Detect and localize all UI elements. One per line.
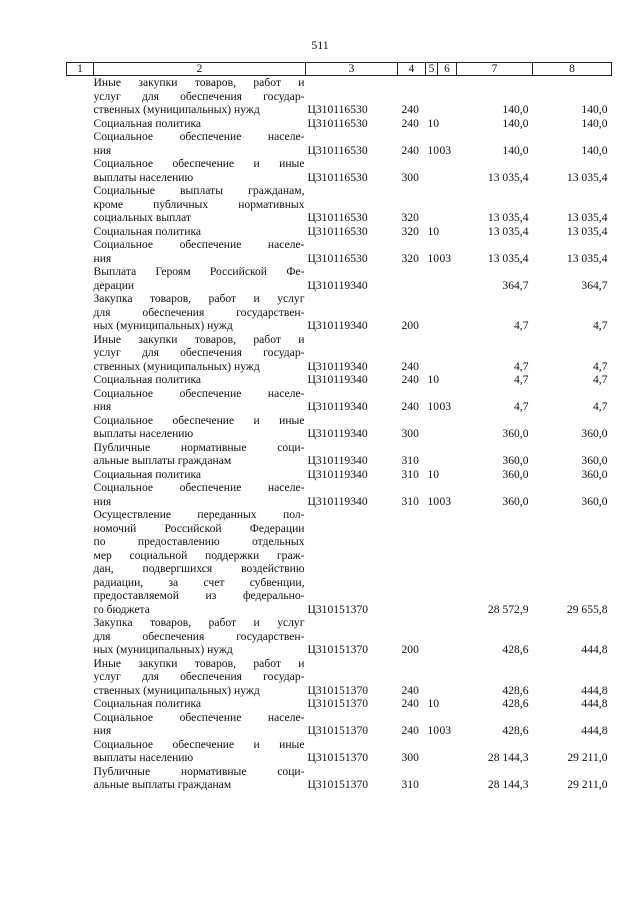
row-expense-type: 310 xyxy=(401,454,419,467)
row-code: Ц310119340 xyxy=(307,427,368,440)
description-line: ственных (муниципальных) нужд xyxy=(93,103,260,116)
row-section xyxy=(426,184,438,225)
row-subsection: 03 xyxy=(439,724,452,737)
table-row xyxy=(67,441,612,468)
row-amount-col7: 428,6 xyxy=(502,683,529,697)
table-row xyxy=(67,616,612,657)
row-subsection xyxy=(438,225,457,239)
row-expense-type: 300 xyxy=(401,427,419,440)
description-line: выплаты населению xyxy=(93,427,194,440)
row-index-cell xyxy=(67,225,94,239)
description-line: для обеспечения государствен- xyxy=(93,305,305,319)
row-description xyxy=(94,738,306,765)
description-line: Публичные нормативные соци- xyxy=(93,764,305,778)
description-line: го бюджета xyxy=(93,602,150,616)
row-expense-type: 240 xyxy=(401,103,419,116)
table-row xyxy=(67,387,612,414)
table-row xyxy=(67,697,612,711)
row-index-cell xyxy=(67,184,94,225)
row-amount-col7: 28 144,3 xyxy=(487,751,529,764)
table-row xyxy=(67,225,612,239)
description-line: ных (муниципальных) нужд xyxy=(93,643,233,656)
row-amount-col7: 360,0 xyxy=(502,467,529,481)
table-body xyxy=(67,76,612,792)
row-index-cell xyxy=(67,117,94,131)
row-index-cell xyxy=(67,765,94,792)
row-code: Ц310151370 xyxy=(307,778,369,791)
table-row xyxy=(67,265,612,292)
row-section xyxy=(426,157,438,184)
row-subsection xyxy=(438,441,457,468)
row-amount-col8: 13 035,4 xyxy=(566,211,608,224)
row-code: Ц310119340 xyxy=(307,494,368,508)
row-index-cell xyxy=(67,738,94,765)
table-row xyxy=(67,184,612,225)
row-amount-col8: 444,8 xyxy=(581,683,608,697)
table-row xyxy=(67,711,612,738)
row-amount-col7: 4,7 xyxy=(514,400,529,413)
description-line: выплаты населению xyxy=(93,751,194,764)
header-cell: 7 xyxy=(457,63,533,76)
description-line: ных (муниципальных) нужд xyxy=(93,319,233,332)
row-amount-col8: 13 035,4 xyxy=(566,224,608,238)
row-subsection xyxy=(438,292,457,333)
row-index-cell xyxy=(67,468,94,482)
row-section xyxy=(426,76,438,117)
row-section: 10 xyxy=(427,116,440,130)
row-section xyxy=(426,333,438,374)
description-line: Выплата Героям Российской Фе- xyxy=(93,265,305,278)
row-expense-type: 240 xyxy=(401,116,419,130)
row-index-cell xyxy=(67,265,94,292)
description-line: социальных выплат xyxy=(93,211,192,224)
description-line: Социальное обеспечение и иные xyxy=(93,157,305,170)
row-amount-col7: 360,0 xyxy=(502,494,529,508)
row-subsection xyxy=(438,468,457,482)
row-index-cell xyxy=(67,657,94,698)
row-section xyxy=(426,414,438,441)
row-expense-type xyxy=(398,508,426,616)
description-line: Социальная политика xyxy=(93,373,202,386)
description-line: услуг для обеспечения государ- xyxy=(93,670,305,683)
row-code: Ц310116530 xyxy=(307,224,368,238)
row-subsection: 03 xyxy=(439,143,452,157)
row-amount-col8: 140,0 xyxy=(581,103,608,116)
row-code: Ц310151370 xyxy=(307,751,369,764)
row-amount-col8: 140,0 xyxy=(581,116,608,130)
description-line: дерации xyxy=(93,278,135,292)
row-expense-type: 240 xyxy=(401,373,419,386)
row-section xyxy=(426,441,438,468)
row-section xyxy=(426,616,438,657)
description-line: альные выплаты гражданам xyxy=(93,778,232,791)
row-code: Ц310116530 xyxy=(307,251,368,265)
description-line: ния xyxy=(93,143,112,157)
row-amount-col7: 140,0 xyxy=(502,103,529,116)
row-amount-col8: 4,7 xyxy=(593,319,608,332)
description-line: Закупка товаров, работ и услуг xyxy=(93,292,305,305)
row-expense-type xyxy=(398,265,426,292)
row-code: Ц310116530 xyxy=(307,170,368,184)
row-subsection xyxy=(438,184,457,225)
row-description xyxy=(94,657,306,698)
row-amount-col7: 4,7 xyxy=(514,373,529,386)
row-amount-col8: 444,8 xyxy=(581,643,608,656)
row-amount-col7: 28 144,3 xyxy=(487,778,529,791)
description-line: ния xyxy=(93,724,112,737)
row-amount-col7: 13 035,4 xyxy=(487,170,529,184)
row-code: Ц310116530 xyxy=(307,143,368,157)
row-section: 10 xyxy=(427,697,440,710)
row-description xyxy=(94,292,306,333)
row-index-cell xyxy=(67,481,94,508)
row-section: 10 xyxy=(427,467,440,481)
description-line: Социальная политика xyxy=(93,697,202,710)
row-expense-type: 310 xyxy=(401,778,419,791)
row-subsection: 03 xyxy=(439,251,452,265)
row-expense-type: 240 xyxy=(401,724,419,737)
table-row xyxy=(67,657,612,698)
description-line: Социальные выплаты гражданам, xyxy=(93,184,305,197)
row-description xyxy=(94,76,306,117)
header-cell: 6 xyxy=(438,63,457,76)
description-line: Иные закупки товаров, работ и xyxy=(93,76,305,89)
table-row xyxy=(67,238,612,265)
row-subsection: 03 xyxy=(439,494,452,508)
row-expense-type: 310 xyxy=(401,467,419,481)
row-expense-type: 200 xyxy=(401,319,419,332)
row-amount-col7: 428,6 xyxy=(502,724,529,737)
row-index-cell xyxy=(67,292,94,333)
row-code: Ц310151370 xyxy=(307,697,369,710)
row-amount-col8: 29 211,0 xyxy=(567,778,608,791)
row-amount-col8: 364,7 xyxy=(581,278,608,292)
row-description xyxy=(94,130,306,157)
row-index-cell xyxy=(67,76,94,117)
row-expense-type: 200 xyxy=(401,643,419,656)
row-section: 10 xyxy=(427,724,440,737)
row-description xyxy=(94,697,306,711)
row-amount-col8: 444,8 xyxy=(581,697,608,710)
row-code: Ц310119340 xyxy=(307,400,368,413)
description-line: Социальное обеспечение и иные xyxy=(93,413,305,427)
row-index-cell xyxy=(67,616,94,657)
row-amount-col7: 428,6 xyxy=(502,697,529,710)
row-section: 10 xyxy=(427,373,440,386)
row-subsection xyxy=(438,738,457,765)
row-expense-type: 240 xyxy=(401,683,419,697)
row-description xyxy=(94,373,306,387)
budget-table xyxy=(66,62,612,792)
row-description xyxy=(94,225,306,239)
row-amount-col7: 360,0 xyxy=(502,454,529,467)
row-amount-col7: 4,7 xyxy=(514,359,529,373)
row-amount-col7: 13 035,4 xyxy=(487,251,529,265)
row-code: Ц310119340 xyxy=(307,278,368,292)
row-index-cell xyxy=(67,333,94,374)
row-expense-type: 240 xyxy=(401,359,419,373)
table-row xyxy=(67,157,612,184)
row-section: 10 xyxy=(427,494,440,508)
row-amount-col7: 140,0 xyxy=(502,143,529,157)
row-amount-col7: 13 035,4 xyxy=(487,224,529,238)
row-section xyxy=(426,765,438,792)
row-amount-col7: 428,6 xyxy=(502,643,529,656)
row-section xyxy=(426,738,438,765)
row-expense-type: 320 xyxy=(401,211,419,224)
description-line: Социальное обеспечение населе- xyxy=(93,386,305,400)
header-cell: 3 xyxy=(306,63,398,76)
table-row xyxy=(67,76,612,117)
row-section xyxy=(426,292,438,333)
row-amount-col7: 4,7 xyxy=(514,319,529,332)
row-description xyxy=(94,265,306,292)
row-expense-type: 300 xyxy=(401,170,419,184)
description-line: мер социальной поддержки граж- xyxy=(93,548,305,562)
row-subsection xyxy=(438,508,457,616)
header-cell: 4 xyxy=(398,63,426,76)
table-row xyxy=(67,130,612,157)
row-amount-col8: 360,0 xyxy=(581,427,608,440)
row-description xyxy=(94,481,306,508)
row-subsection xyxy=(438,697,457,711)
row-expense-type: 240 xyxy=(401,697,419,710)
table-row xyxy=(67,481,612,508)
row-index-cell xyxy=(67,373,94,387)
row-subsection xyxy=(438,414,457,441)
row-description xyxy=(94,238,306,265)
row-index-cell xyxy=(67,711,94,738)
table-row xyxy=(67,738,612,765)
row-code: Ц310119340 xyxy=(307,319,368,332)
row-code: Ц310151370 xyxy=(307,683,369,697)
description-line: ственных (муниципальных) нужд xyxy=(93,683,260,697)
row-subsection xyxy=(438,616,457,657)
row-subsection xyxy=(438,117,457,131)
row-code: Ц310119340 xyxy=(307,467,368,481)
row-section xyxy=(426,265,438,292)
row-code: Ц310119340 xyxy=(307,454,368,467)
row-amount-col7: 364,7 xyxy=(502,278,529,292)
table-row xyxy=(67,373,612,387)
row-amount-col7: 360,0 xyxy=(502,427,529,440)
description-line: Социальное обеспечение населе- xyxy=(93,130,305,143)
description-line: для обеспечения государствен- xyxy=(93,629,305,643)
page-number: 511 xyxy=(311,38,329,52)
description-line: Социальное обеспечение населе- xyxy=(93,710,305,724)
table-row xyxy=(67,468,612,482)
table-row xyxy=(67,333,612,374)
row-code: Ц310116530 xyxy=(307,211,368,224)
row-expense-type: 240 xyxy=(401,400,419,413)
table-row xyxy=(67,292,612,333)
row-expense-type: 320 xyxy=(401,224,419,238)
row-amount-col8: 360,0 xyxy=(581,494,608,508)
description-line: по предоставлению отдельных xyxy=(93,535,305,548)
row-expense-type: 300 xyxy=(401,751,419,764)
row-code: Ц310151370 xyxy=(307,724,369,737)
row-subsection xyxy=(438,333,457,374)
row-index-cell xyxy=(67,508,94,616)
description-line: предоставляемой из федерально- xyxy=(93,589,305,602)
row-section: 10 xyxy=(427,251,440,265)
row-index-cell xyxy=(67,238,94,265)
row-expense-type: 320 xyxy=(401,251,419,265)
table-row xyxy=(67,117,612,131)
description-line: Социальная политика xyxy=(93,116,202,130)
row-description xyxy=(94,157,306,184)
description-line: альные выплаты гражданам xyxy=(93,454,232,467)
description-line: радиации, за счет субвенции, xyxy=(93,575,305,589)
row-description xyxy=(94,468,306,482)
row-description xyxy=(94,333,306,374)
row-code: Ц310119340 xyxy=(307,373,368,386)
row-amount-col8: 4,7 xyxy=(593,373,608,386)
row-description xyxy=(94,387,306,414)
row-section: 10 xyxy=(427,224,440,238)
row-amount-col7: 28 572,9 xyxy=(487,602,529,616)
description-line: Социальное обеспечение и иные xyxy=(93,737,305,751)
row-description xyxy=(94,765,306,792)
row-amount-col7: 13 035,4 xyxy=(487,211,529,224)
row-expense-type: 240 xyxy=(401,143,419,157)
table-row xyxy=(67,765,612,792)
row-section: 10 xyxy=(427,143,440,157)
row-subsection xyxy=(438,765,457,792)
description-line: Осуществление переданных пол- xyxy=(93,508,305,521)
row-amount-col8: 360,0 xyxy=(581,467,608,481)
row-subsection xyxy=(438,657,457,698)
header-row xyxy=(67,63,612,76)
row-amount-col8: 140,0 xyxy=(581,143,608,157)
description-line: Социальная политика xyxy=(93,224,202,238)
row-description xyxy=(94,414,306,441)
description-line: ния xyxy=(93,400,112,413)
row-amount-col8: 4,7 xyxy=(593,400,608,413)
row-code: Ц310116530 xyxy=(307,103,368,116)
description-line: Социальное обеспечение населе- xyxy=(93,238,305,251)
row-expense-type: 310 xyxy=(401,494,419,508)
row-index-cell xyxy=(67,414,94,441)
row-amount-col8: 29 655,8 xyxy=(566,602,608,616)
row-subsection xyxy=(438,76,457,117)
row-description xyxy=(94,711,306,738)
row-amount-col8: 444,8 xyxy=(581,724,608,737)
table-row xyxy=(67,414,612,441)
row-amount-col8: 29 211,0 xyxy=(567,751,608,764)
row-description xyxy=(94,441,306,468)
description-line: Иные закупки товаров, работ и xyxy=(93,332,305,346)
description-line: услуг для обеспечения государ- xyxy=(93,89,305,103)
row-amount-col8: 4,7 xyxy=(593,359,608,373)
description-line: дан, подвергшихся воздействию xyxy=(93,562,305,575)
table-row xyxy=(67,508,612,616)
row-description xyxy=(94,616,306,657)
header-cell: 5 xyxy=(426,63,438,76)
description-line: Иные закупки товаров, работ и xyxy=(93,656,305,670)
row-index-cell xyxy=(67,157,94,184)
row-code: Ц310151370 xyxy=(307,643,369,656)
header-cell: 1 xyxy=(67,63,94,76)
row-amount-col7: 140,0 xyxy=(502,116,529,130)
description-line: ния xyxy=(93,251,112,265)
row-index-cell xyxy=(67,130,94,157)
header-cell: 8 xyxy=(533,63,612,76)
description-line: услуг для обеспечения государ- xyxy=(93,346,305,359)
row-amount-col8: 13 035,4 xyxy=(566,170,608,184)
row-section xyxy=(426,508,438,616)
description-line: выплаты населению xyxy=(93,170,194,184)
description-line: Публичные нормативные соци- xyxy=(93,440,305,454)
row-index-cell xyxy=(67,441,94,468)
row-description xyxy=(94,184,306,225)
row-subsection: 03 xyxy=(439,400,452,413)
row-section xyxy=(426,657,438,698)
row-subsection xyxy=(438,157,457,184)
row-code: Ц310119340 xyxy=(307,359,368,373)
row-index-cell xyxy=(67,387,94,414)
row-amount-col8: 13 035,4 xyxy=(566,251,608,265)
description-line: кроме публичных нормативных xyxy=(93,197,305,211)
header-cell: 2 xyxy=(94,63,306,76)
row-index-cell xyxy=(67,697,94,711)
row-subsection xyxy=(438,373,457,387)
description-line: ния xyxy=(93,494,112,508)
row-subsection xyxy=(438,265,457,292)
row-section: 10 xyxy=(427,400,440,413)
description-line: Социальное обеспечение населе- xyxy=(93,481,305,494)
row-code: Ц310116530 xyxy=(307,116,368,130)
description-line: Социальная политика xyxy=(93,467,202,481)
description-line: Закупка товаров, работ и услуг xyxy=(93,616,305,629)
description-line: ственных (муниципальных) нужд xyxy=(93,359,260,373)
row-description xyxy=(94,117,306,131)
description-line: номочий Российской Федерации xyxy=(93,521,305,535)
row-description xyxy=(94,508,306,616)
row-amount-col8: 360,0 xyxy=(581,454,608,467)
row-code: Ц310151370 xyxy=(307,602,369,616)
